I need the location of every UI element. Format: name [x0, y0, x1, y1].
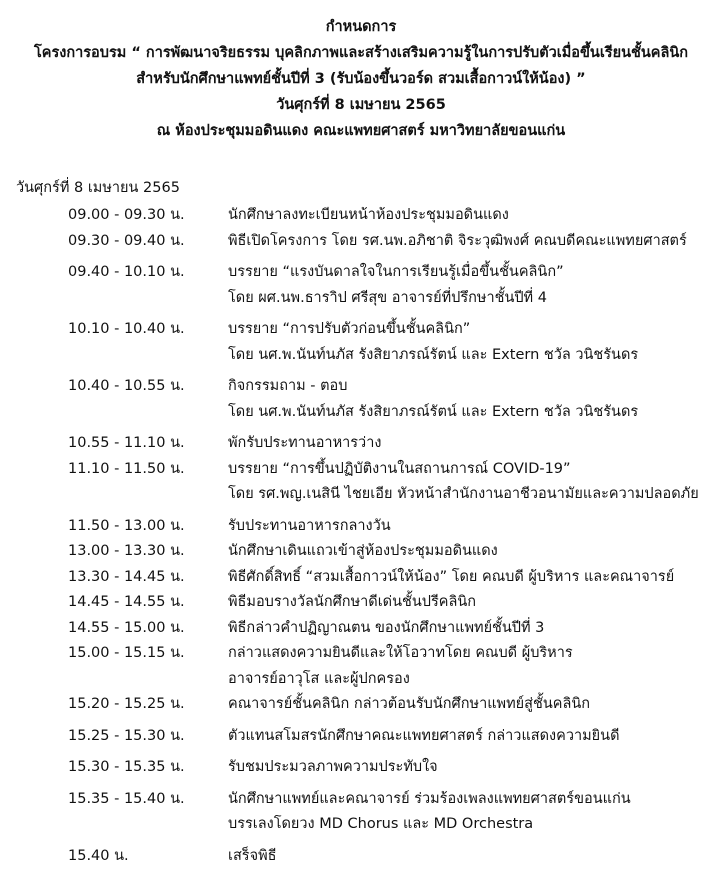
- schedule-activity: [228, 229, 722, 255]
- schedule-time: 15.00 - 15.15 น.: [68, 641, 185, 667]
- schedule-activity: [228, 616, 722, 642]
- schedule-activity: [228, 457, 722, 508]
- schedule-time: 14.55 - 15.00 น.: [68, 616, 185, 642]
- schedule-activity-line: พิธีเปิดโครงการ โดย รศ.นพ.อภิชาติ จิระวุฒิพงศ์ คณบดีคณะแพทยศาสตร์: [228, 229, 722, 255]
- schedule-activity-line: กิจกรรมถาม - ตอบ: [228, 374, 722, 400]
- schedule-activity: [228, 203, 722, 229]
- schedule-activity: [228, 724, 722, 750]
- schedule-row: [0, 787, 722, 838]
- schedule-activity-line: พิธีกล่าวคำปฏิญาณตน ของนักศึกษาแพทย์ชั้นปีที่ 3: [228, 616, 722, 642]
- schedule-time: 15.35 - 15.40 น.: [68, 787, 185, 813]
- schedule-row: [0, 641, 722, 692]
- schedule-time: 15.20 - 15.25 น.: [68, 692, 185, 718]
- schedule-row: [0, 844, 722, 869]
- schedule-activity-line: โดย รศ.พญ.เนสินี ไชยเอีย หัวหน้าสำนักงานอาชีวอนามัยและความปลอดภัย: [228, 482, 722, 508]
- schedule-time: 10.55 - 11.10 น.: [68, 431, 185, 457]
- schedule-activity: [228, 565, 722, 591]
- schedule-time: 09.00 - 09.30 น.: [68, 203, 185, 229]
- schedule-activity-line: กล่าวแสดงความยินดีและให้โอวาทโดย คณบดี ผู้บริหาร: [228, 641, 722, 667]
- schedule-activity: [228, 514, 722, 540]
- schedule-activity-line: อาจารย์อาวุโส และผู้ปกครอง: [228, 667, 722, 693]
- schedule-activity-line: บรรเลงโดยวง MD Chorus และ MD Orchestra: [228, 812, 722, 838]
- schedule-time: 13.00 - 13.30 น.: [68, 539, 185, 565]
- schedule-time: 15.25 - 15.30 น.: [68, 724, 185, 750]
- schedule-row: [0, 457, 722, 508]
- schedule-row: [0, 203, 722, 229]
- schedule-activity-line: นักศึกษาลงทะเบียนหน้าห้องประชุมมอดินแดง: [228, 203, 722, 229]
- schedule-time: 09.30 - 09.40 น.: [68, 229, 185, 255]
- schedule-row: [0, 514, 722, 540]
- schedule-time: 10.10 - 10.40 น.: [68, 317, 185, 343]
- schedule-time: 11.10 - 11.50 น.: [68, 457, 185, 483]
- schedule-row: [0, 565, 722, 591]
- schedule-time: 15.30 - 15.35 น.: [68, 755, 185, 781]
- schedule-row: [0, 374, 722, 425]
- schedule-row: [0, 724, 722, 750]
- event-date: วันศุกร์ที่ 8 เมษายน 2565: [0, 92, 722, 118]
- schedule-activity-line: พักรับประทานอาหารว่าง: [228, 431, 722, 457]
- schedule-list: [0, 203, 722, 869]
- schedule-row: [0, 229, 722, 255]
- schedule-row: [0, 539, 722, 565]
- schedule-row: [0, 431, 722, 457]
- schedule-activity-line: โดย ผศ.นพ.ธาราิป ศรีสุข อาจารย์ที่ปรึกษาชั้นปีที่ 4: [228, 286, 722, 312]
- schedule-activity: [228, 755, 722, 781]
- schedule-activity: [228, 317, 722, 368]
- schedule-time: 09.40 - 10.10 น.: [68, 260, 185, 286]
- schedule-time: 14.45 - 14.55 น.: [68, 590, 185, 616]
- schedule-row: [0, 755, 722, 781]
- schedule-activity-line: โดย นศ.พ.นันท์นภัส รังสิยาภรณ์รัตน์ และ Extern ชวัล วนิชรันดร: [228, 400, 722, 426]
- document-title: กำหนดการ: [0, 14, 722, 40]
- schedule-row: [0, 317, 722, 368]
- schedule-time: 13.30 - 14.45 น.: [68, 565, 185, 591]
- schedule-time: 11.50 - 13.00 น.: [68, 514, 185, 540]
- schedule-activity: [228, 260, 722, 311]
- schedule-activity-line: นักศึกษาเดินแถวเข้าสู่ห้องประชุมมอดินแดง: [228, 539, 722, 565]
- project-title-line-1: โครงการอบรม “ การพัฒนาจริยธรรม บุคลิกภาพและสร้างเสริมความรู้ในการปรับตัวเมื่อขึ้นเรียนชั้นคลินิก: [0, 40, 722, 66]
- project-title-line-2: สำหรับนักศึกษาแพทย์ชั้นปีที่ 3 (รับน้องขึ้นวอร์ด สวมเสื้อกาวน์ให้น้อง) ”: [0, 66, 722, 92]
- schedule-time: 15.40 น.: [68, 844, 129, 869]
- schedule-row: [0, 260, 722, 311]
- schedule-activity-line: พิธีมอบรางวัลนักศึกษาดีเด่นชั้นปรีคลินิก: [228, 590, 722, 616]
- schedule-row: [0, 692, 722, 718]
- schedule-row: [0, 590, 722, 616]
- schedule-activity-line: บรรยาย “แรงบันดาลใจในการเรียนรู้เมื่อขึ้นชั้นคลินิก”: [228, 260, 722, 286]
- schedule-activity-line: รับประทานอาหารกลางวัน: [228, 514, 722, 540]
- schedule-activity-line: รับชมประมวลภาพความประทับใจ: [228, 755, 722, 781]
- schedule-activity: [228, 590, 722, 616]
- schedule-activity: [228, 431, 722, 457]
- schedule-activity-line: เสร็จพิธี: [228, 844, 722, 869]
- schedule-activity: [228, 374, 722, 425]
- schedule-activity: [228, 692, 722, 718]
- schedule-activity-line: ตัวแทนสโมสรนักศึกษาคณะแพทยศาสตร์ กล่าวแสดงความยินดี: [228, 724, 722, 750]
- schedule-activity-line: นักศึกษาแพทย์และคณาจารย์ ร่วมร้องเพลงแพทยศาสตร์ขอนแก่น: [228, 787, 722, 813]
- schedule-time: 10.40 - 10.55 น.: [68, 374, 185, 400]
- schedule-activity: [228, 641, 722, 692]
- schedule-activity-line: โดย นศ.พ.นันท์นภัส รังสิยาภรณ์รัตน์ และ Extern ชวัล วนิชรันดร: [228, 343, 722, 369]
- schedule-activity-line: พิธีศักดิ์สิทธิ์ “สวมเสื้อกาวน์ให้น้อง” โดย คณบดี ผู้บริหาร และคณาจารย์: [228, 565, 722, 591]
- document-header: [0, 14, 722, 144]
- schedule-activity-line: บรรยาย “การขึ้นปฏิบัติงานในสถานการณ์ COVID-19”: [228, 457, 722, 483]
- schedule-activity: [228, 539, 722, 565]
- event-venue: ณ ห้องประชุมมอดินแดง คณะแพทยศาสตร์ มหาวิทยาลัยขอนแก่น: [0, 118, 722, 144]
- schedule-row: [0, 616, 722, 642]
- schedule-activity-line: คณาจารย์ชั้นคลินิก กล่าวต้อนรับนักศึกษาแพทย์สู่ชั้นคลินิก: [228, 692, 722, 718]
- schedule-activity: [228, 787, 722, 838]
- schedule-date-heading: วันศุกร์ที่ 8 เมษายน 2565: [16, 176, 180, 200]
- schedule-activity: [228, 844, 722, 869]
- schedule-activity-line: บรรยาย “การปรับตัวก่อนขึ้นชั้นคลินิก”: [228, 317, 722, 343]
